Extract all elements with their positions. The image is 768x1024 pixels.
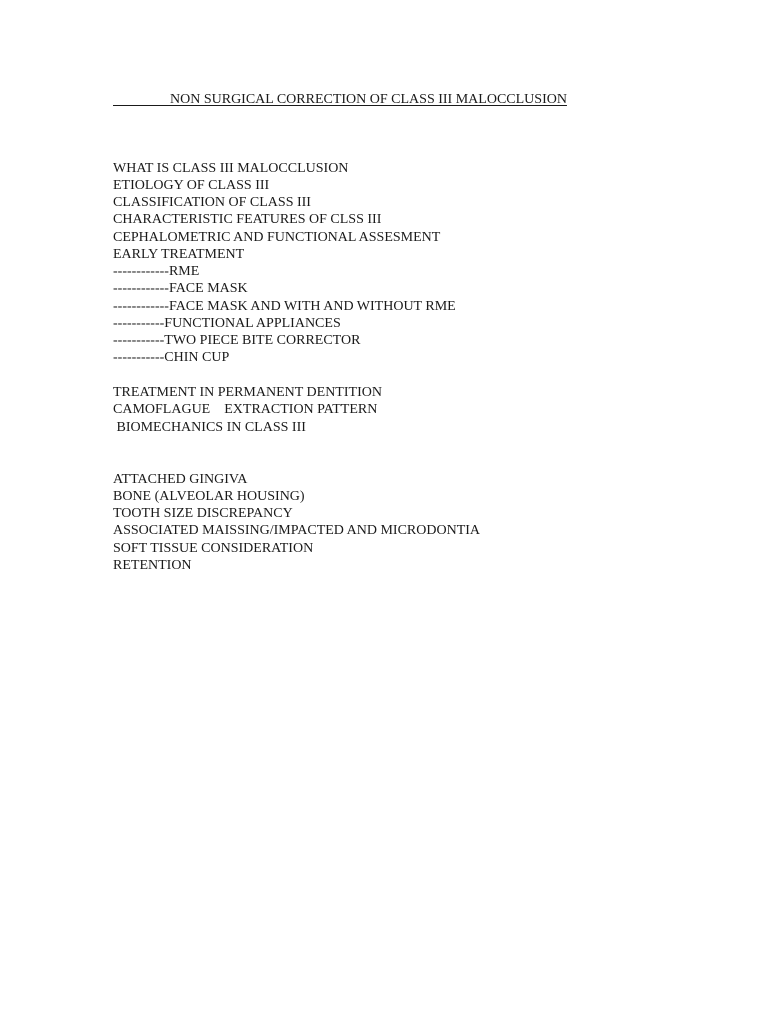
outline-line: CEPHALOMETRIC AND FUNCTIONAL ASSESMENT bbox=[113, 230, 441, 245]
outline-subline: -----------FUNCTIONAL APPLIANCES bbox=[113, 316, 341, 331]
outline-line: EARLY TREATMENT bbox=[113, 247, 245, 262]
outline-line: TOOTH SIZE DISCREPANCY bbox=[113, 506, 293, 521]
outline-line: ETIOLOGY OF CLASS III bbox=[113, 178, 270, 193]
outline-line: CHARACTERISTIC FEATURES OF CLSS III bbox=[113, 212, 382, 227]
document-title-row bbox=[113, 91, 633, 108]
outline-line: BONE (ALVEOLAR HOUSING) bbox=[113, 489, 305, 504]
outline-subline: -----------CHIN CUP bbox=[113, 350, 230, 365]
outline-subline: -----------TWO PIECE BITE CORRECTOR bbox=[113, 333, 361, 348]
outline-line: ASSOCIATED MAISSING/IMPACTED AND MICRODONTIA bbox=[113, 523, 481, 538]
outline-subline: ------------FACE MASK bbox=[113, 281, 248, 296]
title-underline-lead bbox=[113, 91, 170, 106]
outline-line: WHAT IS CLASS III MALOCCLUSION bbox=[113, 161, 349, 176]
outline-line: RETENTION bbox=[113, 558, 192, 573]
outline-line: BIOMECHANICS IN CLASS III bbox=[113, 420, 306, 435]
outline-line: CAMOFLAGUE EXTRACTION PATTERN bbox=[113, 402, 378, 417]
outline-subline: ------------RME bbox=[113, 264, 200, 279]
document-title: NON SURGICAL CORRECTION OF CLASS III MALOCCLUSION bbox=[170, 92, 567, 107]
outline-line: ATTACHED GINGIVA bbox=[113, 472, 248, 487]
outline-line: TREATMENT IN PERMANENT DENTITION bbox=[113, 385, 382, 400]
outline-subline: ------------FACE MASK AND WITH AND WITHOUT RME bbox=[113, 299, 456, 314]
outline-line: CLASSIFICATION OF CLASS III bbox=[113, 195, 311, 210]
outline-line: SOFT TISSUE CONSIDERATION bbox=[113, 541, 314, 556]
